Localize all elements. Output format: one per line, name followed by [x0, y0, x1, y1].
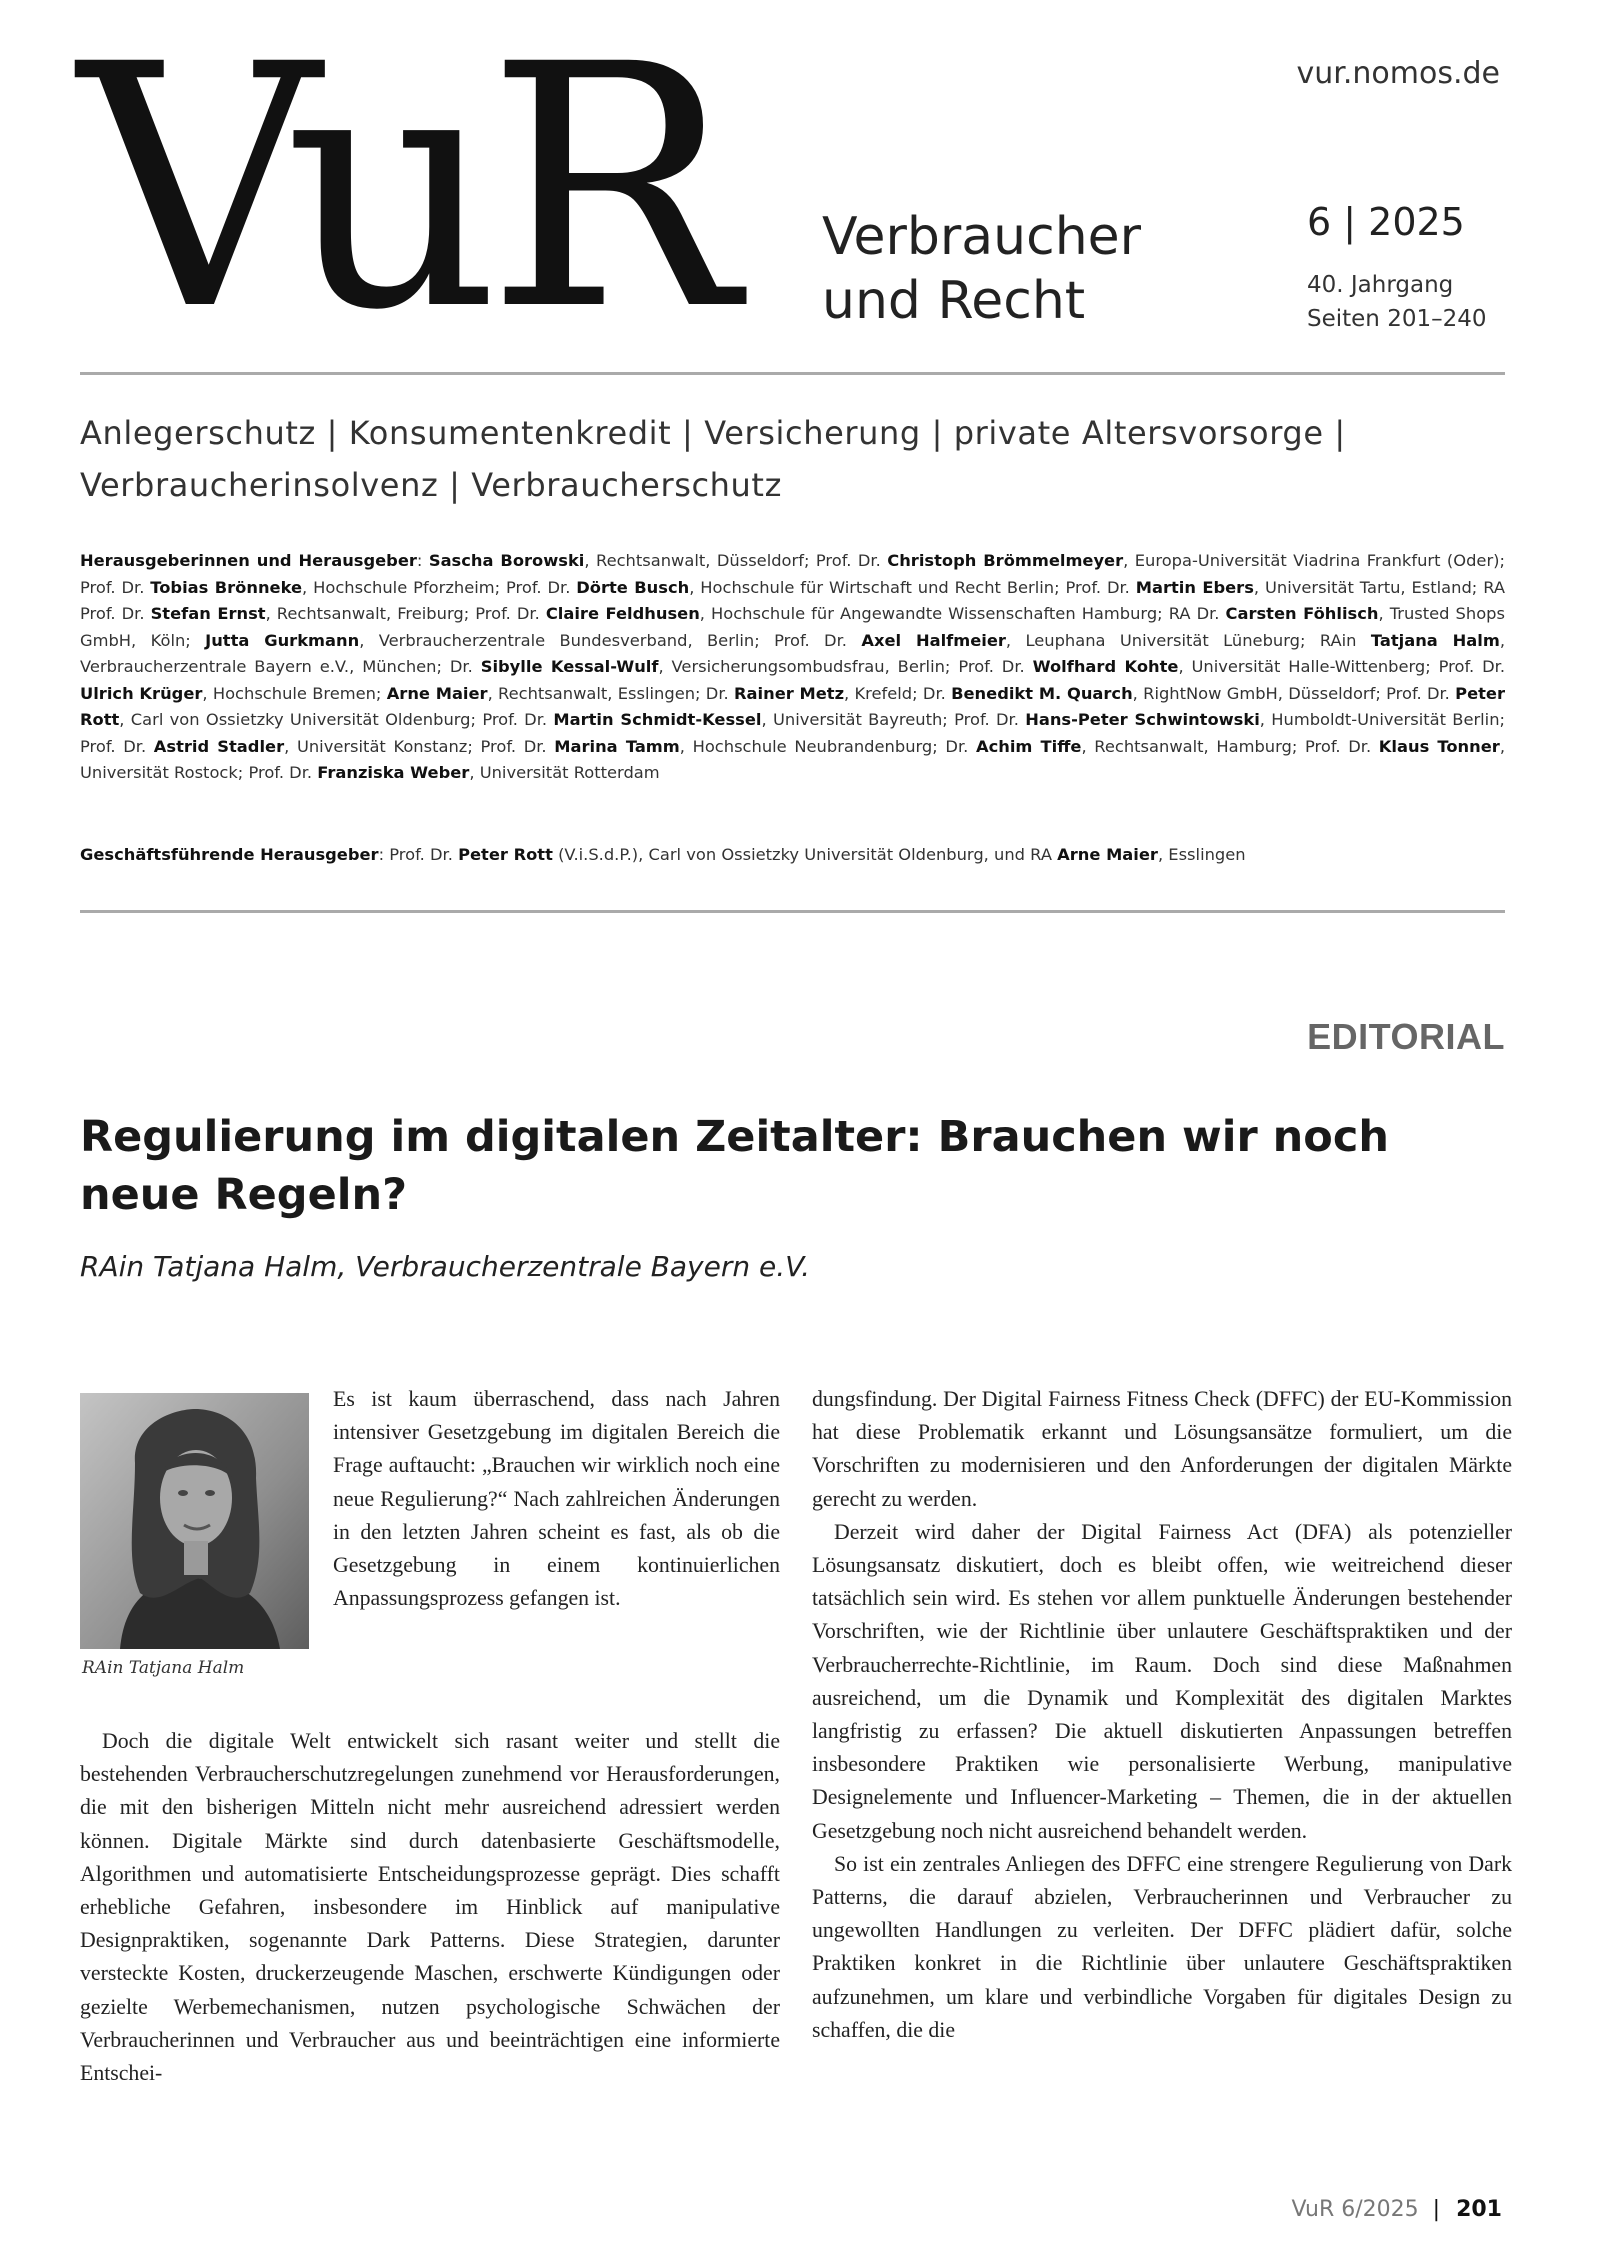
editor-affiliation: , Universität Tartu, Estland;: [1253, 577, 1484, 597]
editor-affiliation: , Verbraucherzentrale Bundesverband, Berlin;: [359, 630, 775, 650]
article-byline: RAin Tatjana Halm, Verbraucherzentrale Bayern e.V.: [80, 1250, 810, 1283]
editor-name: Martin Ebers: [1135, 577, 1254, 597]
editor-affiliation: , Trusted Shops GmbH, Köln;: [80, 604, 1505, 650]
journal-name-line2: und Recht: [822, 271, 1086, 331]
article-paragraph-continued: dungsfindung. Der Digital Fairness Fitness Check (DFFC) der EU-Kommission hat diese Problematik erkannt und Lösungsansätze formuliert, um die Vorschriften zu modernisieren und den Anforderungen der digitalen Märkte gerecht zu werden.: [812, 1387, 1512, 1511]
editor-name: Sascha Borowski: [428, 551, 585, 570]
editor-affiliation: , Rechtsanwalt, Hamburg;: [1081, 736, 1305, 756]
editor-name: Ulrich Krüger: [80, 683, 203, 703]
editor-affiliation: , Rechtsanwalt, Esslingen;: [487, 683, 706, 703]
author-photo-image: [80, 1393, 309, 1649]
editor-name: Peter Rott: [80, 683, 1505, 729]
editor-affiliation: , Krefeld;: [844, 683, 923, 703]
editor-affiliation: , Universität Rotterdam: [469, 763, 660, 782]
editor-name: Klaus Tonner: [1378, 736, 1500, 756]
editor-name: Tatjana Halm: [1370, 630, 1500, 650]
journal-url: vur.nomos.de: [1296, 56, 1500, 91]
editor-name: Wolfhard Kohte: [1032, 657, 1179, 676]
editor-affiliation: , Hochschule für Wirtschaft und Recht Berlin;: [689, 577, 1066, 597]
article-paragraph: Doch die digitale Welt entwickelt sich rasant weiter und stellt die bestehenden Verbraucherschutzregelungen zunehmend vor Herausforderungen, die mit den bisherigen Mitteln nicht mehr ausreichend adressiert werden können. Digitale Märkte sind durch datenbasierte Geschäftsmodelle, Algorithmen und automatisierte Entscheidungsprozesse geprägt. Dies schafft erhebliche Gefahren, insbesondere im Hinblick auf manipulative Designpraktiken, sogenannte Dark Patterns. Diese Strategien, darunter versteckte Kosten, druckerzeugende Maschen, erschwerte Kündigungen oder gezielte Werbemechanismen, nutzen psychologische Schwächen der Verbraucherinnen und Verbraucher aus und beeinträchtigen eine informierte Entschei-: [80, 1729, 780, 2086]
photo-caption: RAin Tatjana Halm: [82, 1658, 245, 1678]
editor-affiliation: , Universität Bayreuth;: [761, 710, 955, 729]
volume-info: [1307, 268, 1487, 336]
managing-editors: Geschäftsführende Herausgeber: Prof. Dr. Peter Rott (V.i.S.d.P.), Carl von Ossietzky Universität Oldenburg, und RA Arne Maier, Esslingen: [80, 845, 1246, 864]
editor-affiliation: , Hochschule Neubrandenburg;: [679, 736, 946, 756]
managing-editor-name: Arne Maier: [1057, 845, 1158, 864]
editor-name: Tobias Brönneke: [150, 577, 303, 597]
editor-name: Carsten Föhlisch: [1225, 604, 1379, 623]
editors-list: Herausgeberinnen und Herausgeber: Sascha Borowski, Rechtsanwalt, Düsseldorf; Prof. Dr. Christoph Brömmelmeyer, Europa-Universität Viadrina Frankfurt (Oder); Prof. Dr. Tobias Brönneke, Hochschule Pforzheim; Prof. Dr. Dörte Busch, Hochschule für Wirtschaft und Recht Berlin; Prof. Dr. Martin Ebers, Universität Tartu, Estland; RA Prof. Dr. Stefan Ernst, Rechtsanwalt, Freiburg; Prof. Dr. Claire Feldhusen, Hochschule für Angewandte Wissenschaften Hamburg; RA Dr. Carsten Föhlisch, Trusted Shops GmbH, Köln; Jutta Gurkmann, Verbraucherzentrale Bundesverband, Berlin; Prof. Dr. Axel Halfmeier, Leuphana Universität Lüneburg; RAin Tatjana Halm, Verbraucherzentrale Bayern e.V., München; Dr. Sibylle Kessal-Wulf, Versicherungsombudsfrau, Berlin; Prof. Dr. Wolfhard Kohte, Universität Halle-Wittenberg; Prof. Dr. Ulrich Krüger, Hochschule Bremen; Arne Maier, Rechtsanwalt, Esslingen; Dr. Rainer Metz, Krefeld; Dr. Benedikt M. Quarch, RightNow GmbH, Düsseldorf; Prof. Dr. Peter Rott, Carl von Ossietzky Universität Oldenburg; Prof. Dr. Martin Schmidt-Kessel, Universität Bayreuth; Prof. Dr. Hans-Peter Schwintowski, Humboldt-Universität Berlin; Prof. Dr. Astrid Stadler, Universität Konstanz; Prof. Dr. Marina Tamm, Hochschule Neubrandenburg; Dr. Achim Tiffe, Rechtsanwalt, Hamburg; Prof. Dr. Klaus Tonner, Universität Rostock; Prof. Dr. Franziska Weber, Universität Rotterdam: [80, 551, 1506, 782]
editor-name: Sibylle Kessal-Wulf: [480, 657, 659, 676]
editor-name: Hans-Peter Schwintowski: [1025, 710, 1260, 729]
editor-name: Claire Feldhusen: [545, 604, 700, 623]
managing-label: Geschäftsführende Herausgeber: [80, 845, 379, 864]
issue-number: 6 | 2025: [1307, 200, 1465, 244]
editor-affiliation: , Universität Rostock;: [80, 736, 1505, 782]
editor-affiliation: , Verbraucherzentrale Bayern e.V., München;: [80, 630, 1506, 676]
topic-list: Anlegerschutz | Konsumentenkredit | Versicherung | private Altersvorsorge | Verbraucherinsolvenz | Verbraucherschutz: [80, 414, 1346, 504]
editor-name: Axel Halfmeier: [861, 630, 1006, 650]
volume-year: 40. Jahrgang: [1307, 272, 1454, 298]
editor-name: Marina Tamm: [554, 736, 680, 756]
editor-name: Astrid Stadler: [153, 736, 285, 756]
editor-name: Dörte Busch: [576, 577, 690, 597]
journal-name-line1: Verbraucher: [822, 207, 1142, 267]
editor-affiliation: , Hochschule Bremen;: [202, 683, 387, 703]
editor-affiliation: , Humboldt-Universität Berlin;: [1259, 710, 1506, 729]
article-right-column: [812, 1383, 1512, 2047]
article-paragraph: Derzeit wird daher der Digital Fairness Act (DFA) als potenzieller Lösungsansatz diskutiert, doch es bleibt offen, wie weitreichend dieser tatsächlich sein wird. Es stehen vor allem punktuelle Änderungen bestehender Vorschriften, wie der Richtlinie über unlautere Geschäftspraktiken und der Verbraucherrechte-Richtlinie, im Raum. Doch sind diese Maßnahmen ausreichend, um die Dynamik und Komplexität des digitalen Marktes langfristig zu erfassen? Die aktuell diskutierten Anpassungen betreffen insbesondere Praktiken wie personalisierte Werbung, manipulative Designelemente und Influencer-Marketing – Themen, die in der aktuellen Gesetzgebung noch nicht ausreichend behandelt werden.: [812, 1519, 1512, 1843]
editor-affiliation: , Universität Konstanz;: [284, 736, 481, 756]
editor-name: Arne Maier: [386, 683, 488, 703]
editor-name: Franziska Weber: [317, 763, 470, 782]
top-divider: [80, 372, 1505, 375]
editor-affiliation: , Leuphana Universität Lüneburg;: [1005, 630, 1320, 650]
editor-affiliation: , Hochschule für Angewandte Wissenschaften Hamburg;: [699, 604, 1169, 623]
article-paragraph: Es ist kaum überraschend, dass nach Jahren intensiver Gesetzgebung im digitalen Bereich die Frage auftaucht: „Brauchen wir wirklich noch eine neue Regulierung?“ Nach zahlreichen Änderungen in den letzten Jahren scheint es fast, als ob die Gesetzgebung in einem kontinuierlichen Anpassungsprozess gefangen ist.: [333, 1387, 780, 1611]
footer-reference: VuR 6/2025: [1291, 2197, 1419, 2222]
editor-name: Benedikt M. Quarch: [951, 683, 1133, 703]
editor-name: Rainer Metz: [734, 683, 845, 703]
journal-logo: VuR: [78, 0, 725, 384]
author-photo: [80, 1393, 309, 1649]
editor-affiliation: , Rechtsanwalt, Düsseldorf;: [584, 551, 816, 570]
managing-editor-name: Peter Rott: [458, 845, 553, 864]
editor-name: Christoph Brömmelmeyer: [887, 551, 1124, 570]
editor-name: Stefan Ernst: [150, 604, 266, 623]
editor-name: Jutta Gurkmann: [205, 630, 360, 650]
page-footer: VuR 6/2025 | 201: [1291, 2197, 1502, 2222]
editor-affiliation: , Versicherungsombudsfrau, Berlin;: [658, 657, 959, 676]
journal-name: [822, 205, 1141, 333]
article-left-column: [80, 1725, 780, 2090]
editor-affiliation: , Europa-Universität Viadrina Frankfurt (Oder);: [1123, 551, 1505, 570]
editor-affiliation: , Rechtsanwalt, Freiburg;: [265, 604, 476, 623]
page-range: Seiten 201–240: [1307, 306, 1487, 332]
editor-affiliation: , Universität Halle-Wittenberg;: [1178, 657, 1439, 676]
section-kicker: EDITORIAL: [1307, 1016, 1505, 1057]
editors-label: Herausgeberinnen und Herausgeber: [80, 551, 417, 570]
editor-name: Martin Schmidt-Kessel: [553, 710, 762, 729]
article-intro-column: [333, 1383, 780, 1615]
editors-divider: [80, 910, 1505, 913]
article-paragraph: So ist ein zentrales Anliegen des DFFC eine strengere Regulierung von Dark Patterns, die darauf abzielen, Verbraucherinnen und Verbraucher zu ungewollten Handlungen zu verleiten. Der DFFC plädiert dafür, solche Praktiken konkret in die Richtlinie über unlautere Geschäftspraktiken aufzunehmen, um klare und verbindliche Vorgaben für digitales Design zu schaffen, die die: [812, 1851, 1512, 2042]
editor-affiliation: , RightNow GmbH, Düsseldorf;: [1132, 683, 1387, 703]
page-number: 201: [1456, 2197, 1502, 2222]
editor-name: Achim Tiffe: [975, 736, 1082, 756]
editor-affiliation: , Hochschule Pforzheim;: [302, 577, 506, 597]
article-title: Regulierung im digitalen Zeitalter: Brauchen wir noch neue Regeln?: [80, 1112, 1389, 1220]
editor-affiliation: , Carl von Ossietzky Universität Oldenburg;: [119, 710, 483, 729]
